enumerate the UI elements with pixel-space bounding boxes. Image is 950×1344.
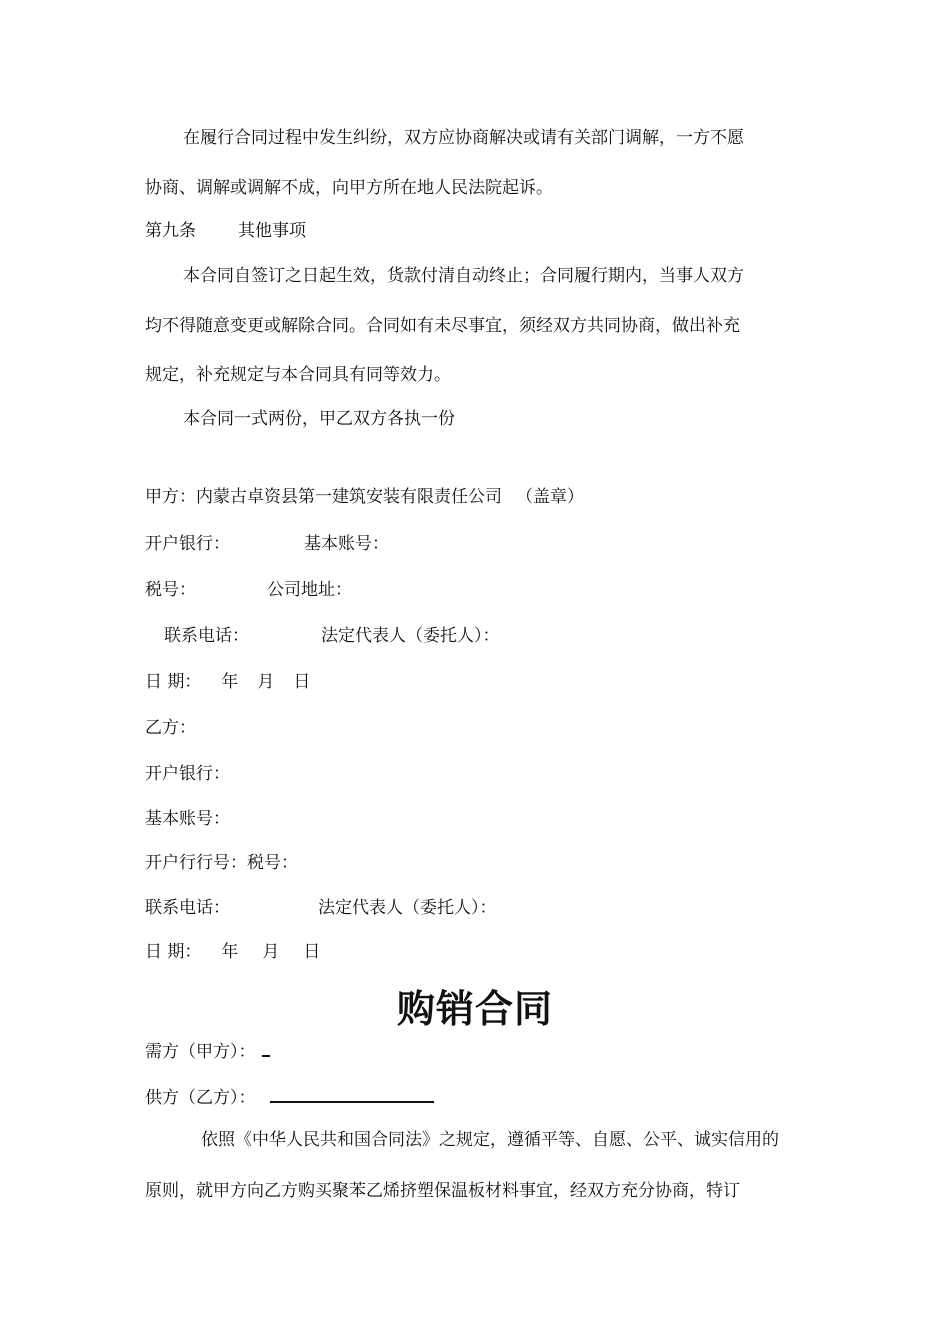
party-b-date-day: 日 (303, 942, 321, 962)
party-a-name-row (145, 485, 584, 509)
party-b-date-label: 日 期： (145, 942, 202, 962)
party-a-date-month: 月 (257, 672, 275, 692)
party-a-tax-label: 税号： (145, 580, 196, 600)
party-a-date-row (145, 670, 310, 694)
party-b-date-year: 年 (221, 942, 239, 962)
supplier-blank[interactable] (270, 1083, 434, 1103)
party-a-date-label: 日 期： (145, 672, 202, 692)
party-a-date-day: 日 (293, 672, 311, 692)
contract-title: 购销合同 (396, 987, 553, 1031)
party-a-account-label: 基本账号： (304, 534, 389, 554)
party-b-date-month: 月 (262, 942, 280, 962)
clause8-line1: 在履行合同过程中发生纠纷，双方应协商解决或请有关部门调解，一方不愿 (183, 128, 744, 148)
party-b-date-row (145, 940, 320, 964)
clause9-p1-line1: 本合同自签订之日起生效，货款付清自动终止；合同履行期内，当事人双方 (183, 266, 744, 286)
party-a-name: 甲方：内蒙古卓资县第一建筑安装有限责任公司 (145, 487, 502, 507)
party-a-address-label: 公司地址： (267, 580, 352, 600)
clause8-line2: 协商、调解或调解不成，向甲方所在地人民法院起诉。 (145, 178, 553, 198)
intro-line1: 依照《中华人民共和国合同法》之规定，遵循平等、自愿、公平、诚实信用的 (201, 1130, 779, 1150)
clause9-p1-line3: 规定，补充规定与本合同具有同等效力。 (145, 365, 451, 385)
party-a-seal: （盖章） (516, 487, 584, 507)
party-a-phone-label: 联系电话： (164, 626, 249, 646)
party-a-tax-row (145, 578, 352, 602)
party-b-bank-no-tax-label: 开户行行号：税号： (145, 853, 298, 873)
party-b-phone-row (145, 896, 497, 920)
party-a-bank-row (145, 532, 389, 556)
clause9-p1-line2: 均不得随意变更或解除合同。合同如有未尽事宜，须经双方共同协商，做出补充 (145, 316, 740, 336)
party-b-name-label: 乙方： (145, 718, 196, 738)
clause9-heading (145, 219, 306, 243)
party-a-rep-label: 法定代表人（委托人）： (321, 626, 500, 646)
buyer-row (145, 1037, 270, 1064)
supplier-row (145, 1083, 434, 1110)
supplier-label: 供方（乙方）： (145, 1088, 256, 1108)
party-b-account-label: 基本账号： (145, 809, 230, 829)
clause9-number: 第九条 (145, 221, 196, 241)
party-a-phone-row (164, 624, 500, 648)
party-b-phone-label: 联系电话： (145, 898, 230, 918)
party-b-bank-label: 开户银行： (145, 764, 230, 784)
clause9-title: 其他事项 (238, 221, 306, 241)
party-b-rep-label: 法定代表人（委托人）： (318, 898, 497, 918)
party-a-date-year: 年 (221, 672, 239, 692)
intro-line2: 原则，就甲方向乙方购买聚苯乙烯挤塑保温板材料事宜，经双方充分协商，特订 (145, 1181, 740, 1201)
buyer-blank[interactable] (262, 1037, 270, 1057)
clause9-p2: 本合同一式两份，甲乙双方各执一份 (183, 409, 455, 429)
buyer-label: 需方（甲方）： (145, 1042, 256, 1062)
party-a-bank-label: 开户银行： (145, 534, 230, 554)
